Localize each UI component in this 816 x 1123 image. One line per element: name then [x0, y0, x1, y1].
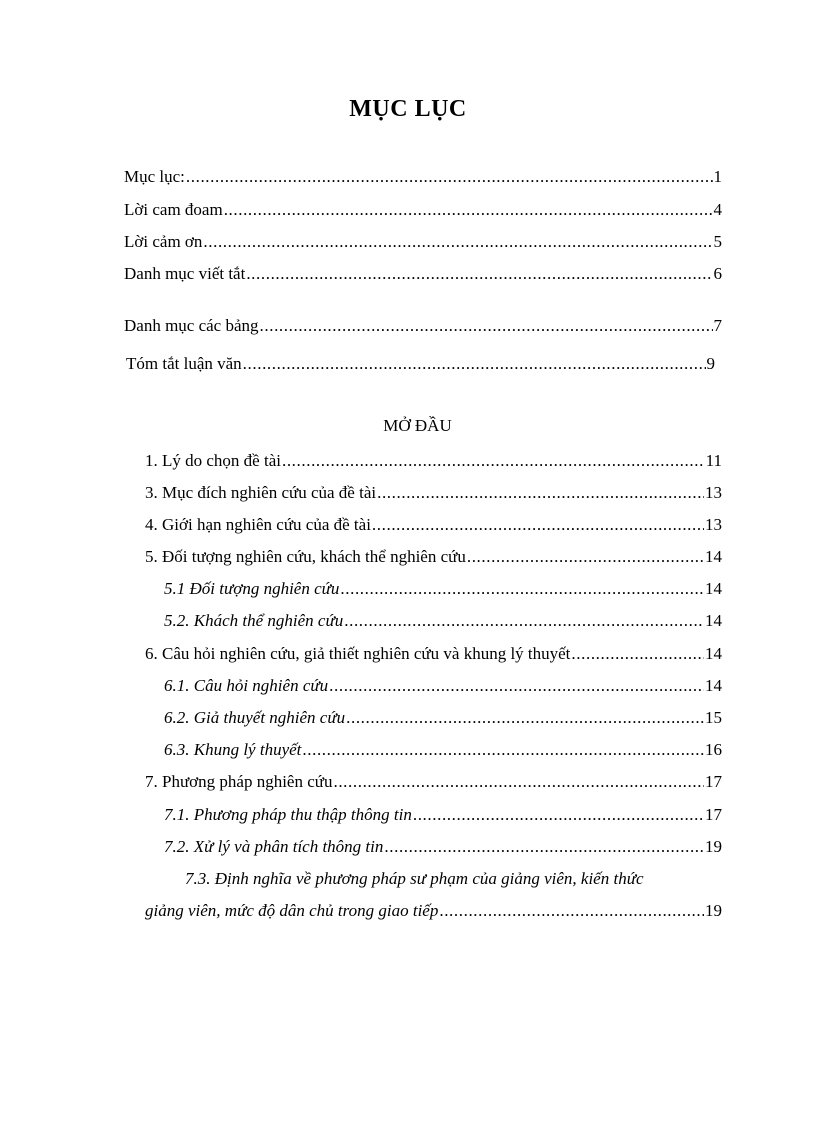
toc-entry-6[interactable] — [145, 643, 722, 665]
dot-leader — [333, 771, 704, 793]
toc-page-number: 13 — [705, 483, 722, 502]
toc-entry-7-2[interactable] — [164, 836, 722, 858]
toc-entry-label: Tóm tắt luận văn — [126, 354, 242, 373]
dot-leader — [246, 263, 712, 285]
toc-entry-label: Danh mục viết tắt — [124, 264, 246, 283]
toc-page-number: 17 — [705, 772, 722, 791]
dot-leader — [384, 836, 704, 858]
toc-entry-label: 4. Giới hạn nghiên cứu của đề tài — [145, 515, 371, 534]
toc-entry-label: Danh mục các bảng — [124, 316, 259, 335]
toc-entry-6-2[interactable] — [164, 707, 722, 729]
toc-entry-6-3[interactable] — [164, 739, 722, 761]
toc-page-number: 4 — [713, 200, 722, 219]
toc-entry-label: 7.2. Xử lý và phân tích thông tin — [164, 837, 384, 856]
toc-page-number: 11 — [705, 451, 722, 470]
toc-page-number: 14 — [705, 644, 722, 663]
section-heading: MỞ ĐẦU — [383, 416, 452, 435]
dot-leader — [413, 804, 704, 826]
toc-entry-loi-cam-doan[interactable] — [124, 199, 722, 221]
toc-page-number: 15 — [705, 708, 722, 727]
dot-leader — [377, 482, 704, 504]
toc-entry-label: Lời cảm ơn — [124, 232, 203, 251]
toc-page-number: 5 — [713, 232, 722, 251]
toc-entry-label: 3. Mục đích nghiên cứu của đề tài — [145, 483, 377, 502]
dot-leader — [372, 514, 704, 536]
toc-entry-label: 6.3. Khung lý thuyết — [164, 740, 302, 759]
dot-leader — [224, 199, 713, 221]
dot-leader — [186, 166, 713, 188]
toc-entry-7-3-line1[interactable]: 7.3. Định nghĩa về phương pháp sư phạm của giảng viên, kiến thức — [185, 869, 644, 888]
toc-entry-label: 5.2. Khách thể nghiên cứu — [164, 611, 344, 630]
toc-entry-label: giảng viên, mức độ dân chủ trong giao tiếp — [145, 901, 439, 920]
toc-page-number: 1 — [713, 167, 722, 186]
toc-page-number: 16 — [705, 740, 722, 759]
toc-entry-5[interactable] — [145, 546, 722, 568]
page-title: MỤC LỤC — [349, 96, 467, 122]
toc-entry-7-1[interactable] — [164, 804, 722, 826]
toc-entry-label: 5. Đối tượng nghiên cứu, khách thể nghiên cứu — [145, 547, 466, 566]
toc-entry-7[interactable] — [145, 771, 722, 793]
toc-entry-label: Lời cam đoam — [124, 200, 223, 219]
toc-page-number: 19 — [705, 901, 722, 920]
toc-entry-label: 7.1. Phương pháp thu thập thông tin — [164, 805, 412, 824]
toc-entry-label: 1. Lý do chọn đề tài — [145, 451, 281, 470]
toc-page-number: 14 — [705, 611, 722, 630]
toc-entry-label: 5.1 Đối tượng nghiên cứu — [164, 579, 340, 598]
dot-leader — [260, 315, 713, 337]
toc-page-number: 6 — [713, 264, 722, 283]
toc-entry-5-1[interactable] — [164, 578, 722, 600]
toc-entry-loi-cam-on[interactable] — [124, 231, 722, 253]
toc-page-number: 14 — [705, 547, 722, 566]
toc-page-number: 17 — [705, 805, 722, 824]
toc-entry-danh-muc-cac-bang[interactable] — [124, 315, 722, 337]
dot-leader — [571, 643, 704, 665]
toc-entry-muc-luc[interactable] — [124, 166, 722, 188]
dot-leader — [344, 610, 704, 632]
dot-leader — [203, 231, 712, 253]
dot-leader — [346, 707, 704, 729]
toc-entry-label: Mục lục: — [124, 167, 185, 186]
toc-entry-danh-muc-viet-tat[interactable] — [124, 263, 722, 285]
toc-entry-5-2[interactable] — [164, 610, 722, 632]
dot-leader — [439, 900, 704, 922]
dot-leader — [282, 450, 705, 472]
toc-page-number: 13 — [705, 515, 722, 534]
toc-entry-label: 7. Phương pháp nghiên cứu — [145, 772, 333, 791]
dot-leader — [329, 675, 704, 697]
toc-entry-1[interactable] — [145, 450, 722, 472]
toc-entry-6-1[interactable] — [164, 675, 722, 697]
toc-page-number: 7 — [713, 316, 722, 335]
dot-leader — [467, 546, 704, 568]
dot-leader — [243, 353, 706, 375]
toc-entry-label: 6. Câu hỏi nghiên cứu, giả thiết nghiên cứu và khung lý thuyết — [145, 644, 571, 663]
toc-page-number: 9 — [706, 354, 715, 373]
toc-entry-label: 6.1. Câu hỏi nghiên cứu — [164, 676, 329, 695]
toc-page-number: 14 — [705, 676, 722, 695]
toc-entry-3[interactable] — [145, 482, 722, 504]
dot-leader — [302, 739, 704, 761]
toc-page-number: 19 — [705, 837, 722, 856]
toc-entry-4[interactable] — [145, 514, 722, 536]
toc-entry-label: 6.2. Giả thuyết nghiên cứu — [164, 708, 346, 727]
toc-page-number: 14 — [705, 579, 722, 598]
toc-entry-7-3[interactable] — [145, 900, 722, 922]
dot-leader — [340, 578, 704, 600]
toc-entry-tom-tat-luan-van[interactable] — [126, 353, 715, 375]
